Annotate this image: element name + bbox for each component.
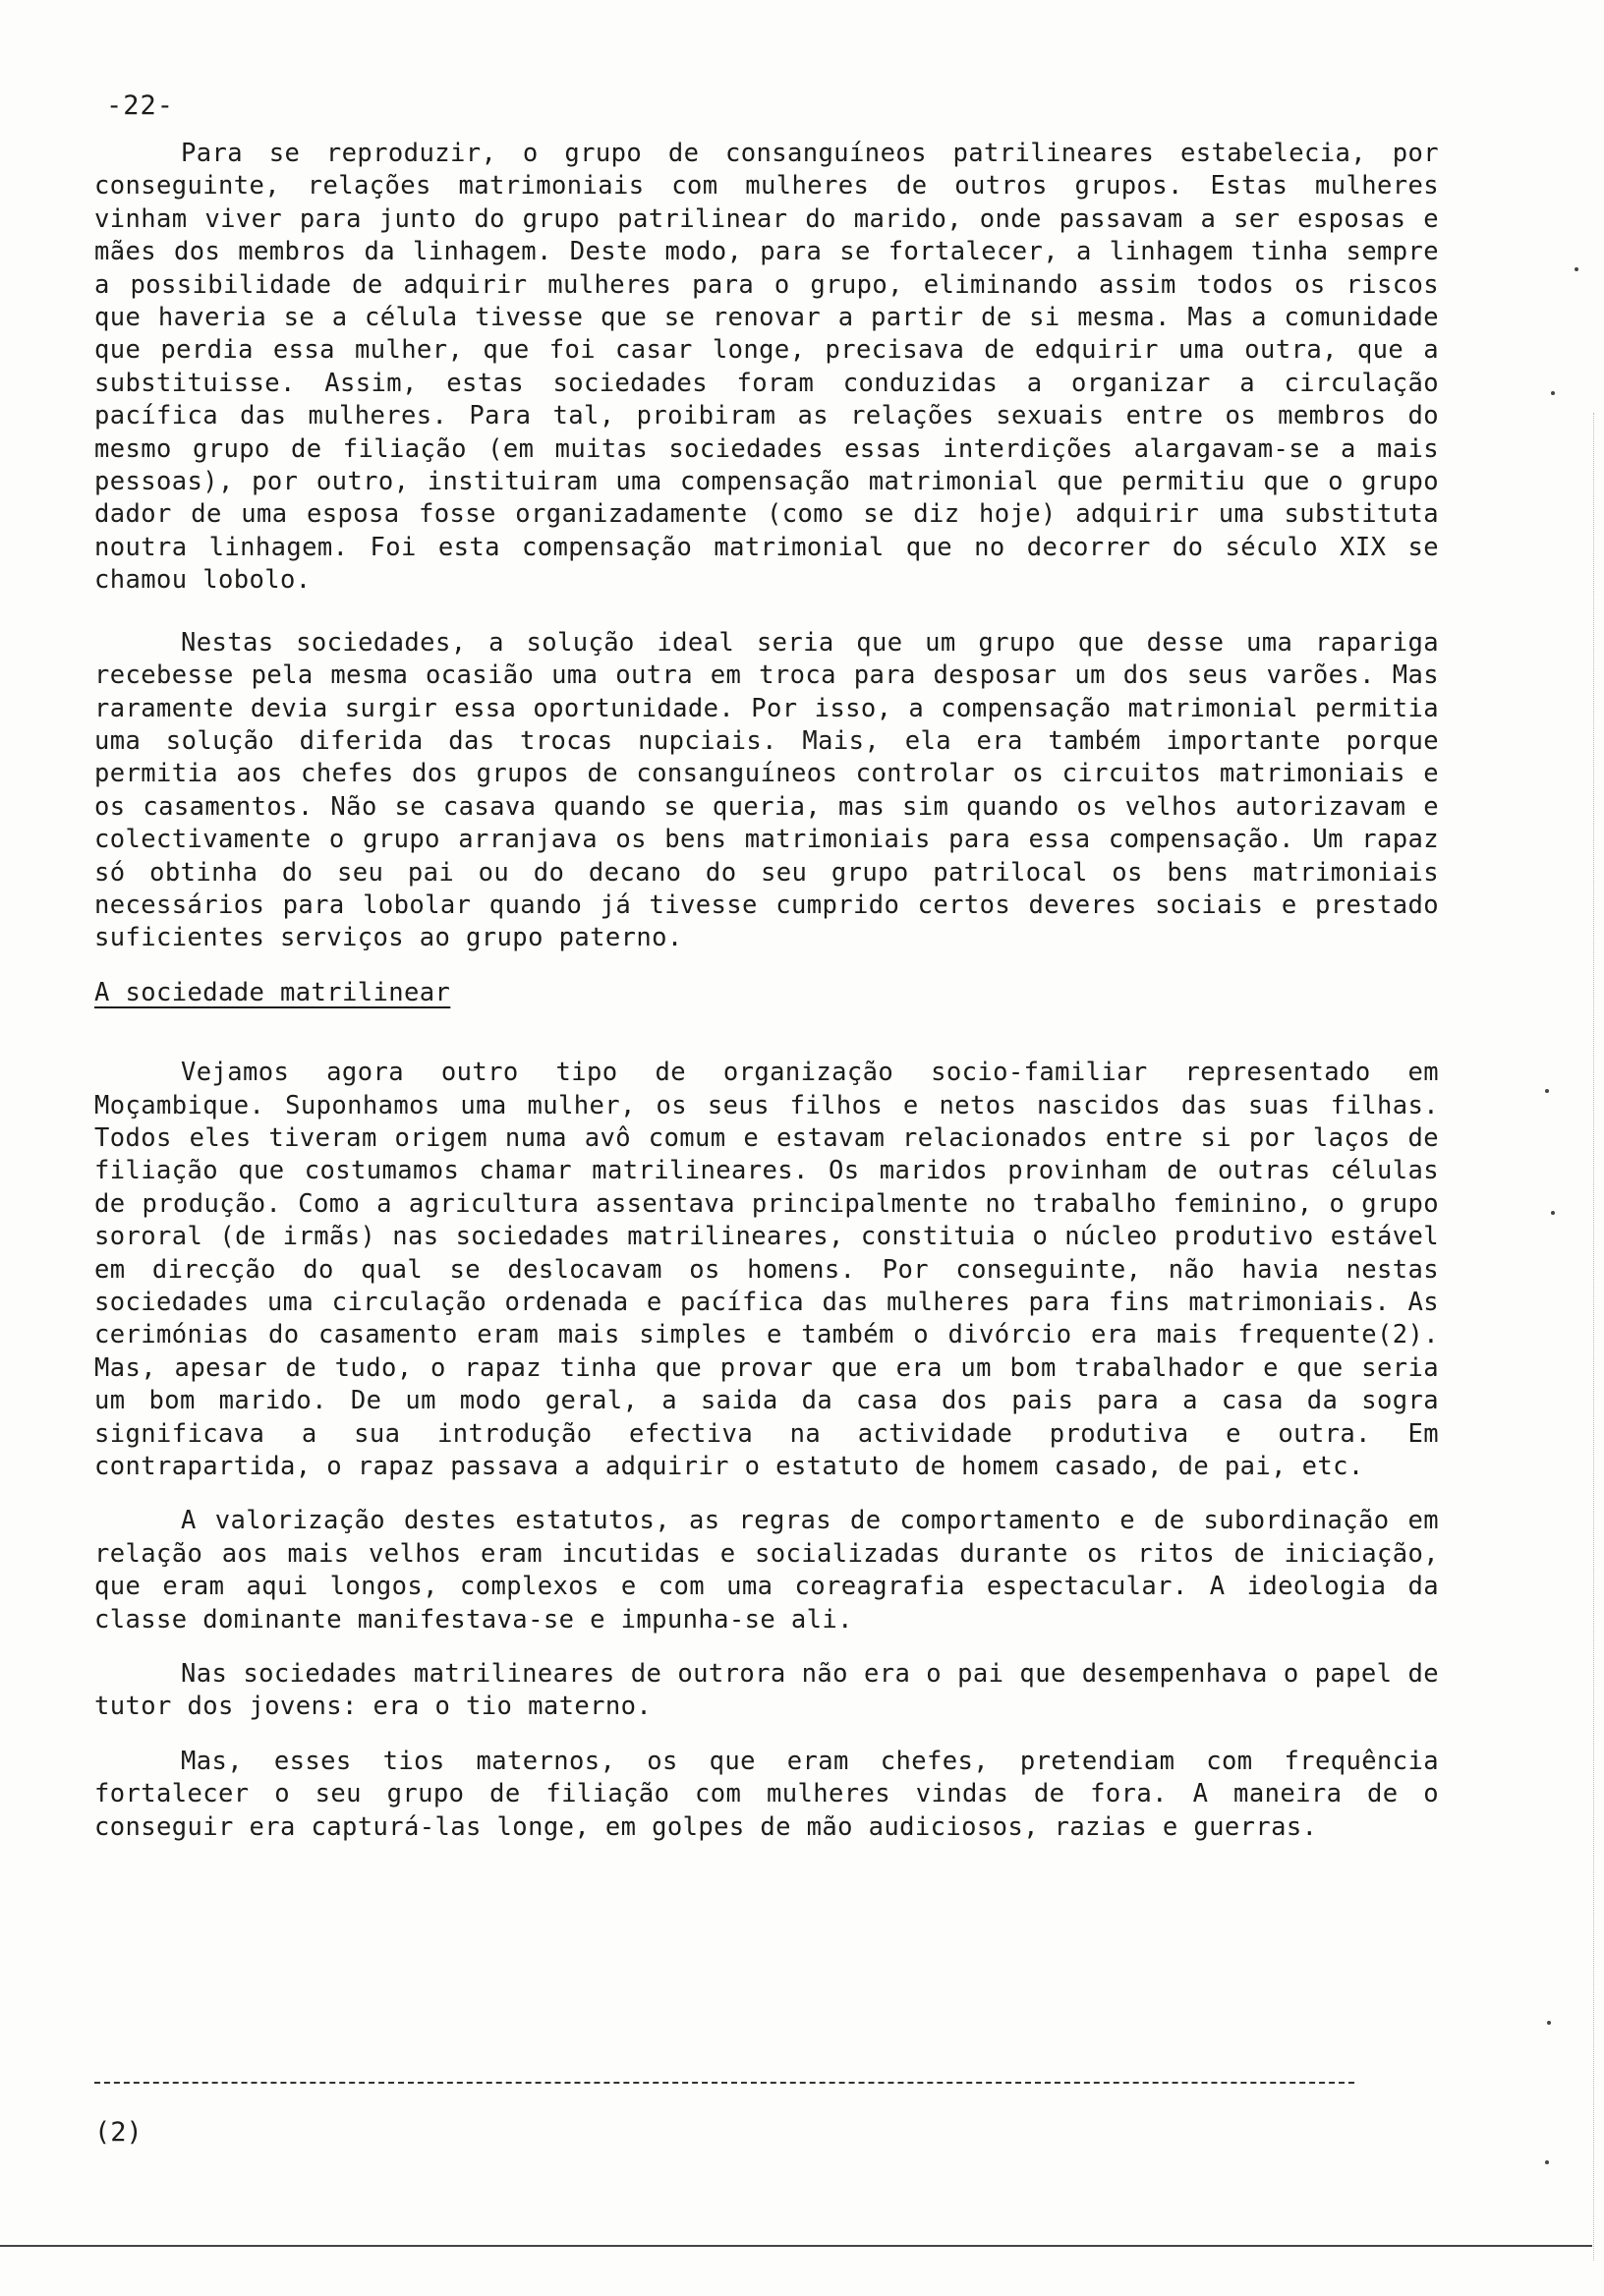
- scan-speck: [1575, 267, 1578, 271]
- paragraph-matrilineal-organization: Vejamos agora outro tipo de organização socio-familiar representado em Moçambique. Suponhamos uma mulher, os seus filhos e netos nascidos das suas filhas. Todos eles tiveram origem numa avô comum e estavam relacionados entre si por laços de filiação que costumamos chamar matrilineares. Os maridos provinham de outras células de produção. Como a agricultura assentava principalmente no trabalho feminino, o grupo sororal (de irmãs) nas sociedades matrilineares, constituia o núcleo produtivo estável em direcção do qual se deslocavam os homens. Por conseguinte, não havia nestas sociedades uma circulação ordenada e pacífica das mulheres para fins matrimoniais. As cerimónias do casamento eram mais simples e também o divórcio era mais frequente(2). Mas, apesar de tudo, o rapaz tinha que provar que era um bom trabalhador e que seria um bom marido. De um modo geral, a saida da casa dos pais para a casa da sogra significava a sua introdução efectiva na actividade produtiva e outra. Em contrapartida, o rapaz passava a adquirir o estatuto de homem casado, de pai, etc.: [94, 1058, 1439, 1482]
- page-number: -22-: [106, 90, 175, 121]
- paragraph-matrimonial-compensation: Nestas sociedades, a solução ideal seria que um grupo que desse uma rapariga recebesse pela mesma ocasião uma outra em troca para desposar um dos seus varões. Mas raramente devia surgir essa oportunidade. Por isso, a compensação matrimonial permitia uma solução diferida das trocas nupciais. Mais, ela era também importante porque permitia aos chefes dos grupos de consanguíneos controlar os circuitos matrimoniais e os casamentos. Não se casava quando se queria, mas sim quando os velhos autorizavam e colectivamente o grupo arranjava os bens matrimoniais para essa compensação. Um rapaz só obtinha do seu pai ou do decano do seu grupo patrilocal os bens matrimoniais necessários para lobolar quando já tivesse cumprido certos deveres sociais e prestado suficientes serviços ao grupo paterno.: [94, 627, 1439, 953]
- paragraph-capture-women: Mas, esses tios maternos, os que eram chefes, pretendiam com frequência fortalecer o seu grupo de filiação com mulheres vindas de fora. A maneira de o conseguir era capturá-las longe, em golpes de mão audiciosos, razias e guerras.: [94, 1746, 1439, 1842]
- section-heading: A sociedade matrilinear: [94, 977, 451, 1007]
- footnote-marker: (2): [94, 2117, 143, 2148]
- paragraph-patrilineal-marriage: Para se reproduzir, o grupo de consanguíneos patrilineares estabelecia, por conseguinte, relações matrimoniais com mulheres de outros grupos. Estas mulheres vinham viver para junto do grupo patrilinear do marido, onde passavam a ser esposas e mães dos membros da linhagem. Deste modo, para se fortalecer, a linhagem tinha sempre a possibilidade de adquirir mulheres para o grupo, eliminando assim todos os riscos que haveria se a célula tivesse que se renovar a partir de si mesma. Mas a comunidade que perdia essa mulher, que foi casar longe, precisava de edquirir uma outra, que a substituisse. Assim, estas sociedades foram conduzidas a organizar a circulação pacífica das mulheres. Para tal, proibiram as relações sexuais entre os membros do mesmo grupo de filiação (em muitas sociedades essas interdições alargavam-se a mais pessoas), por outro, instituiram uma compensação matrimonial que permitiu que o grupo dador de uma esposa fosse organizadamente (como se diz hoje) adquirir uma substituta noutra linhagem. Foi esta compensação matrimonial que no decorrer do século XIX se chamou lobolo.: [94, 139, 1439, 596]
- scan-speck: [1545, 1089, 1549, 1093]
- paragraph-maternal-uncle: Nas sociedades matrilineares de outrora não era o pai que desempenhava o papel de tutor dos jovens: era o tio materno.: [94, 1659, 1439, 1722]
- paragraph-initiation-rites: A valorização destes estatutos, as regras de comportamento e de subordinação em relação aos mais velhos eram incutidas e socializadas durante os ritos de iniciação, que eram aqui longos, complexos e com uma coreagrafia espectacular. A ideologia da classe dominante manifestava-se e impunha-se ali.: [94, 1506, 1439, 1635]
- scan-speck: [1547, 2021, 1551, 2025]
- scan-speck: [1551, 1211, 1555, 1215]
- page-edge-shadow: [1591, 413, 1594, 2261]
- footnote-separator: [94, 2082, 1354, 2084]
- page-bottom-line: [0, 2245, 1592, 2247]
- scan-speck: [1545, 2160, 1549, 2164]
- body-text: [94, 138, 1439, 1866]
- scan-speck: [1551, 391, 1555, 395]
